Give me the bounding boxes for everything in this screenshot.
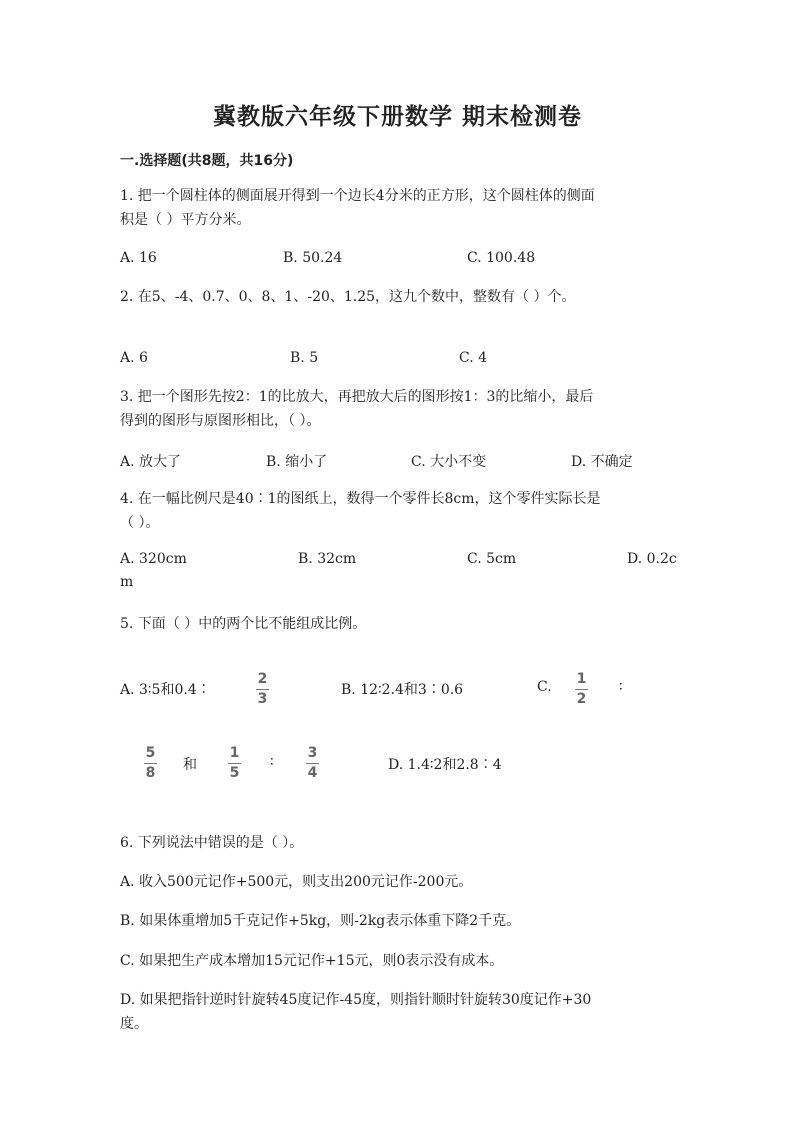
question-3-line-1: 3. 把一个图形先按2：1的比放大，再把放大后的图形按1：3的比缩小，最后 [120, 389, 594, 405]
and-label: 和 [183, 757, 197, 773]
question-4-option-c[interactable]: C. 5cm [467, 551, 517, 567]
question-1-option-c[interactable]: C. 100.48 [467, 250, 536, 266]
question-3-option-d[interactable]: D. 不确定 [571, 454, 633, 470]
question-3-option-a[interactable]: A. 放大了 [120, 454, 182, 470]
question-2-line-1: 2. 在5、-4、0.7、0、8、1、-20、1.25，这九个数中，整数有（ ）个。 [120, 289, 576, 305]
question-3-line-2: 得到的图形与原图形相比，（ ）。 [120, 413, 321, 429]
fraction-three-quarters: 3 4 [307, 745, 318, 781]
question-6-option-d-line-2: 度。 [120, 1016, 148, 1032]
question-3-option-b[interactable]: B. 缩小了 [266, 454, 328, 470]
question-2-option-c[interactable]: C. 4 [459, 350, 488, 366]
question-5-option-b[interactable]: B. 12∶2.4和3∶0.6 [341, 682, 464, 698]
question-6-option-d-line-1[interactable]: D. 如果把指针逆时针旋转45度记作-45度，则指针顺时针旋转30度记作+30 [120, 992, 592, 1008]
question-5-option-a[interactable]: A. 3∶5和0.4∶ [120, 682, 211, 698]
question-4-option-d[interactable]: D. 0.2c [627, 551, 677, 567]
fraction-one-half: 1 2 [576, 671, 587, 707]
question-4-line-2: （ ）。 [120, 515, 160, 531]
question-6-line-1: 6. 下列说法中错误的是（ ）。 [120, 835, 304, 851]
question-4-option-a[interactable]: A. 320cm [120, 551, 187, 567]
section-heading: 一.选择题(共8题，共16分) [120, 153, 294, 169]
question-4-option-d-wrap: m [120, 574, 134, 590]
question-4-option-b[interactable]: B. 32cm [298, 551, 357, 567]
question-5-option-d[interactable]: D. 1.4∶2和2.8∶4 [388, 757, 502, 773]
question-6-option-c[interactable]: C. 如果把生产成本增加15元记作+15元，则0表示没有成本。 [120, 953, 504, 969]
page-title: 冀教版六年级下册数学 期末检测卷 [213, 104, 583, 130]
question-4-line-1: 4. 在一幅比例尺是40∶1的图纸上，数得一个零件长8cm，这个零件实际长是 [120, 491, 601, 507]
question-2-option-a[interactable]: A. 6 [120, 350, 148, 366]
question-6-option-a[interactable]: A. 收入500元记作+500元，则支出200元记作-200元。 [120, 874, 473, 890]
question-1-line-1: 1. 把一个圆柱体的侧面展开得到一个边长4分米的正方形，这个圆柱体的侧面 [120, 188, 595, 204]
question-5-option-c[interactable]: C. [537, 679, 552, 695]
question-3-option-c[interactable]: C. 大小不变 [411, 454, 487, 470]
question-2-option-b[interactable]: B. 5 [290, 350, 319, 366]
question-1-option-a[interactable]: A. 16 [120, 250, 157, 266]
ratio-colon: ∶ [270, 754, 274, 770]
ratio-colon: ∶ [619, 679, 623, 695]
fraction-five-eighths: 5 8 [145, 745, 156, 781]
question-1-line-2: 积是（ ）平方分米。 [120, 212, 251, 228]
question-6-option-b[interactable]: B. 如果体重增加5千克记作+5kg，则-2kg表示体重下降2千克。 [120, 913, 521, 929]
fraction-two-thirds: 2 3 [257, 671, 268, 707]
fraction-one-fifth: 1 5 [229, 745, 240, 781]
question-1-option-b[interactable]: B. 50.24 [283, 250, 343, 266]
question-5-line-1: 5. 下面（ ）中的两个比不能组成比例。 [120, 616, 367, 632]
